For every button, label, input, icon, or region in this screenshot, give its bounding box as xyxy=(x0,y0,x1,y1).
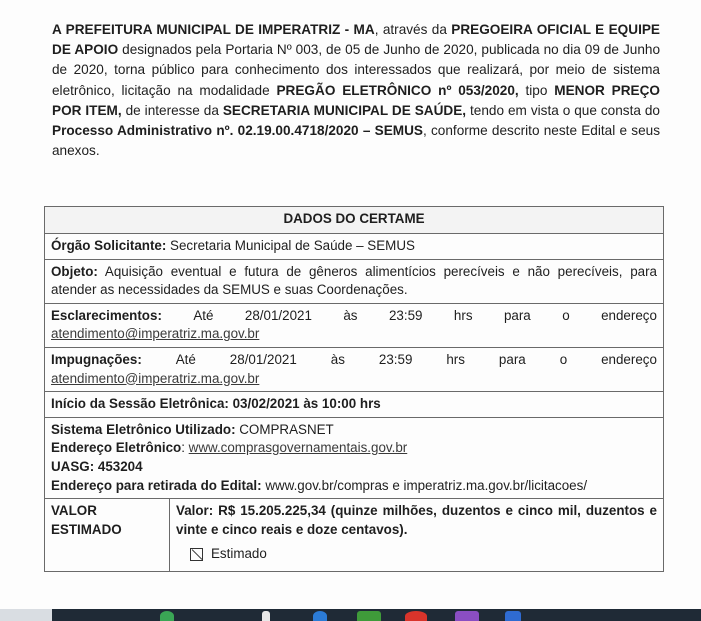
word-icon[interactable] xyxy=(505,611,521,621)
esclarecimentos-date: 28/01/2021 xyxy=(244,307,312,323)
table-header: DADOS DO CERTAME xyxy=(45,207,664,234)
orgao-row xyxy=(45,234,664,260)
intro-text: designados pela Portaria Nº 003, de 05 de Junho de 2020, publicada no dia 09 de Junho de 2020, torna público para conhecimento dos interessados que realizará, por meio de sistema eletrônico, licitação na modalidade xyxy=(52,42,661,98)
esclarecimentos-row xyxy=(45,303,664,347)
estimado-option xyxy=(176,545,657,564)
word: endereço xyxy=(601,351,657,367)
objeto-row xyxy=(45,259,664,303)
word: às xyxy=(343,307,358,323)
chrome-icon[interactable] xyxy=(160,611,174,621)
intro-text: , conforme descrito neste Edital e seus anexos. xyxy=(52,123,661,159)
estimado-label: Estimado xyxy=(211,546,267,562)
endereco-eletronico-link[interactable]: www.comprasgovernamentais.gov.br xyxy=(188,440,408,456)
impugnacoes-row xyxy=(45,347,664,391)
word: às xyxy=(330,351,345,367)
table-row xyxy=(45,417,664,498)
dados-certame-table xyxy=(44,206,664,572)
opera-icon[interactable] xyxy=(405,611,427,621)
esclarecimentos-label: Esclarecimentos: xyxy=(51,307,162,323)
intro-processo: Processo Administrativo nº. 02.19.00.4718/2020 – SEMUS xyxy=(52,123,423,139)
retirada-label: Endereço para retirada do Edital: xyxy=(51,477,262,493)
intro-tipo: MENOR PREÇO POR ITEM, xyxy=(52,82,661,118)
valor-cell xyxy=(170,499,664,572)
uasg: UASG: 453204 xyxy=(51,458,143,474)
taskbar xyxy=(0,609,701,621)
taskbar-left-strip xyxy=(0,609,52,621)
word: hrs xyxy=(446,351,465,367)
sistema-label: Sistema Eletrônico Utilizado: xyxy=(51,421,236,437)
intro-paragraph xyxy=(52,20,660,161)
word: o xyxy=(562,307,570,323)
intro-pregao: PREGÃO ELETRÔNICO nº 053/2020, xyxy=(276,82,519,98)
table-row xyxy=(45,234,664,260)
intro-text: de interesse da xyxy=(121,102,223,118)
impugnacoes-email-link[interactable]: atendimento@imperatriz.ma.gov.br xyxy=(51,370,260,386)
intro-text: tendo em vista o que consta do xyxy=(466,102,660,118)
orgao-value: Secretaria Municipal de Saúde – SEMUS xyxy=(166,238,415,253)
endereco-label: Endereço Eletrônico xyxy=(51,440,182,456)
retirada-value: www.gov.br/compras e imperatriz.ma.gov.br/licitacoes/ xyxy=(261,477,588,493)
table-row xyxy=(45,259,664,303)
esclarecimentos-time: 23:59 xyxy=(388,307,423,323)
intro-pregoeira: PREGOEIRA OFICIAL E EQUIPE DE APOIO xyxy=(52,22,660,58)
word: Até xyxy=(175,351,196,367)
inicio-sessao-row: Início da Sessão Eletrônica: 03/02/2021 às 10:00 hrs xyxy=(45,392,664,418)
table-row xyxy=(45,303,664,347)
excel-icon[interactable] xyxy=(357,611,381,621)
word: Até xyxy=(193,307,214,323)
word: o xyxy=(559,351,568,367)
edge-icon[interactable] xyxy=(313,611,327,621)
impugnacoes-time: 23:59 xyxy=(378,351,413,367)
objeto-label: Objeto: xyxy=(51,263,98,279)
word: hrs xyxy=(453,307,473,323)
sistema-value: COMPRASNET xyxy=(235,421,334,437)
word: para xyxy=(503,307,531,323)
checkbox-icon xyxy=(190,548,203,561)
sistema-block xyxy=(45,417,664,498)
esclarecimentos-email-link[interactable]: atendimento@imperatriz.ma.gov.br xyxy=(51,326,260,342)
onenote-icon[interactable] xyxy=(455,611,479,621)
intro-text: , através da xyxy=(374,22,452,37)
valor-estimado-label: VALOR ESTIMADO xyxy=(45,499,170,572)
intro-prefeitura: A PREFEITURA MUNICIPAL DE IMPERATRIZ - MA xyxy=(52,22,375,37)
table-row xyxy=(45,207,664,234)
table-row xyxy=(45,392,664,418)
table-row xyxy=(45,347,664,391)
table-row xyxy=(45,499,664,572)
orgao-label: Órgão Solicitante: xyxy=(51,238,167,253)
impugnacoes-date: 28/01/2021 xyxy=(229,351,297,367)
word: endereço xyxy=(601,307,657,323)
impugnacoes-label: Impugnações: xyxy=(51,351,142,367)
folder-icon[interactable] xyxy=(262,611,270,621)
colon: : xyxy=(181,440,189,456)
valor-text: Valor: R$ 15.205.225,34 (quinze milhões, duzentos e cinco mil, duzentos e vinte e cinco reais e doze centavos). xyxy=(176,503,657,537)
intro-secretaria: SECRETARIA MUNICIPAL DE SAÚDE, xyxy=(222,102,467,118)
objeto-value: Aquisição eventual e futura de gêneros alimentícios perecíveis e não perecíveis, para atender as necessidades da SEMUS e suas Coordenações. xyxy=(51,263,657,298)
intro-text: tipo xyxy=(518,82,555,98)
word: para xyxy=(498,351,526,367)
